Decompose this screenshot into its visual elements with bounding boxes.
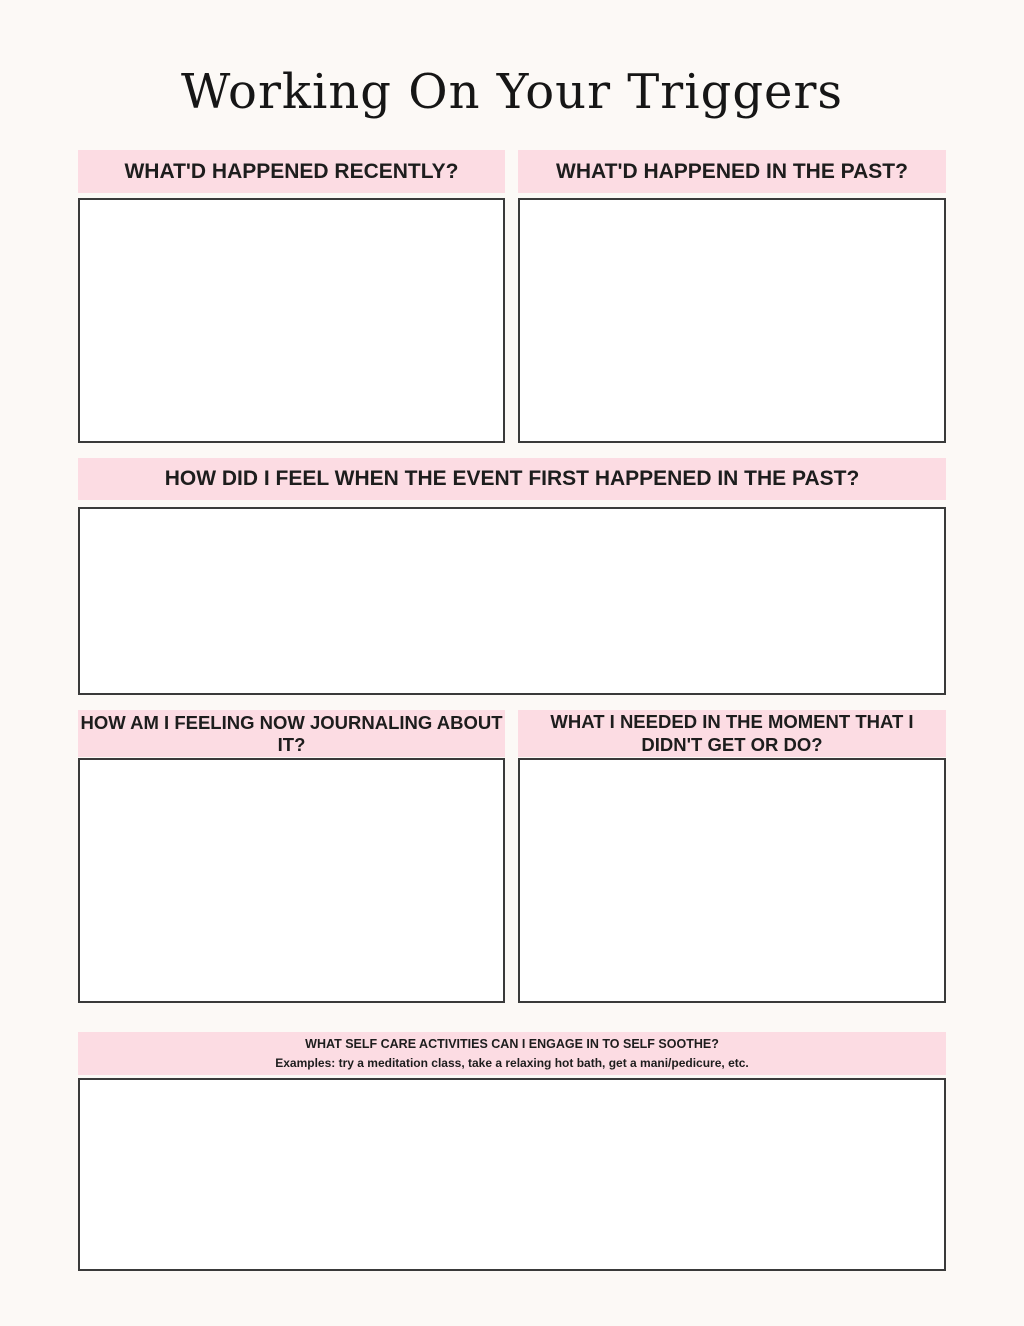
feel-first-answer-box[interactable]: [78, 507, 946, 695]
section-header-self-care-label: WHAT SELF CARE ACTIVITIES CAN I ENGAGE IN TO SELF SOOTHE?: [305, 1036, 719, 1051]
recently-answer-box[interactable]: [78, 198, 505, 443]
section-header-needed-label: WHAT I NEEDED IN THE MOMENT THAT I DIDN'T GET OR DO?: [550, 711, 914, 755]
section-header-feeling-now-label: HOW AM I FEELING NOW JOURNALING ABOUT IT?: [80, 711, 503, 755]
page-title: Working On Your Triggers: [180, 64, 844, 120]
section-header-past: [518, 150, 946, 193]
section-header-recently: [78, 150, 505, 193]
section-header-needed: [518, 710, 946, 757]
section-header-feeling-now: [78, 710, 505, 757]
section-header-self-care-examples: Examples: try a meditation class, take a relaxing hot bath, get a mani/pedicure, etc.: [275, 1055, 749, 1070]
self-care-answer-box[interactable]: [78, 1078, 946, 1271]
needed-answer-box[interactable]: [518, 758, 946, 1003]
section-header-feel-first-label: HOW DID I FEEL WHEN THE EVENT FIRST HAPPENED IN THE PAST?: [164, 467, 860, 490]
feeling-now-answer-box[interactable]: [78, 758, 505, 1003]
section-header-self-care: [78, 1032, 946, 1075]
section-header-past-label: WHAT'D HAPPENED IN THE PAST?: [556, 159, 908, 183]
section-header-feel-first: [78, 458, 946, 500]
section-header-recently-label: WHAT'D HAPPENED RECENTLY?: [124, 159, 459, 183]
past-answer-box[interactable]: [518, 198, 946, 443]
